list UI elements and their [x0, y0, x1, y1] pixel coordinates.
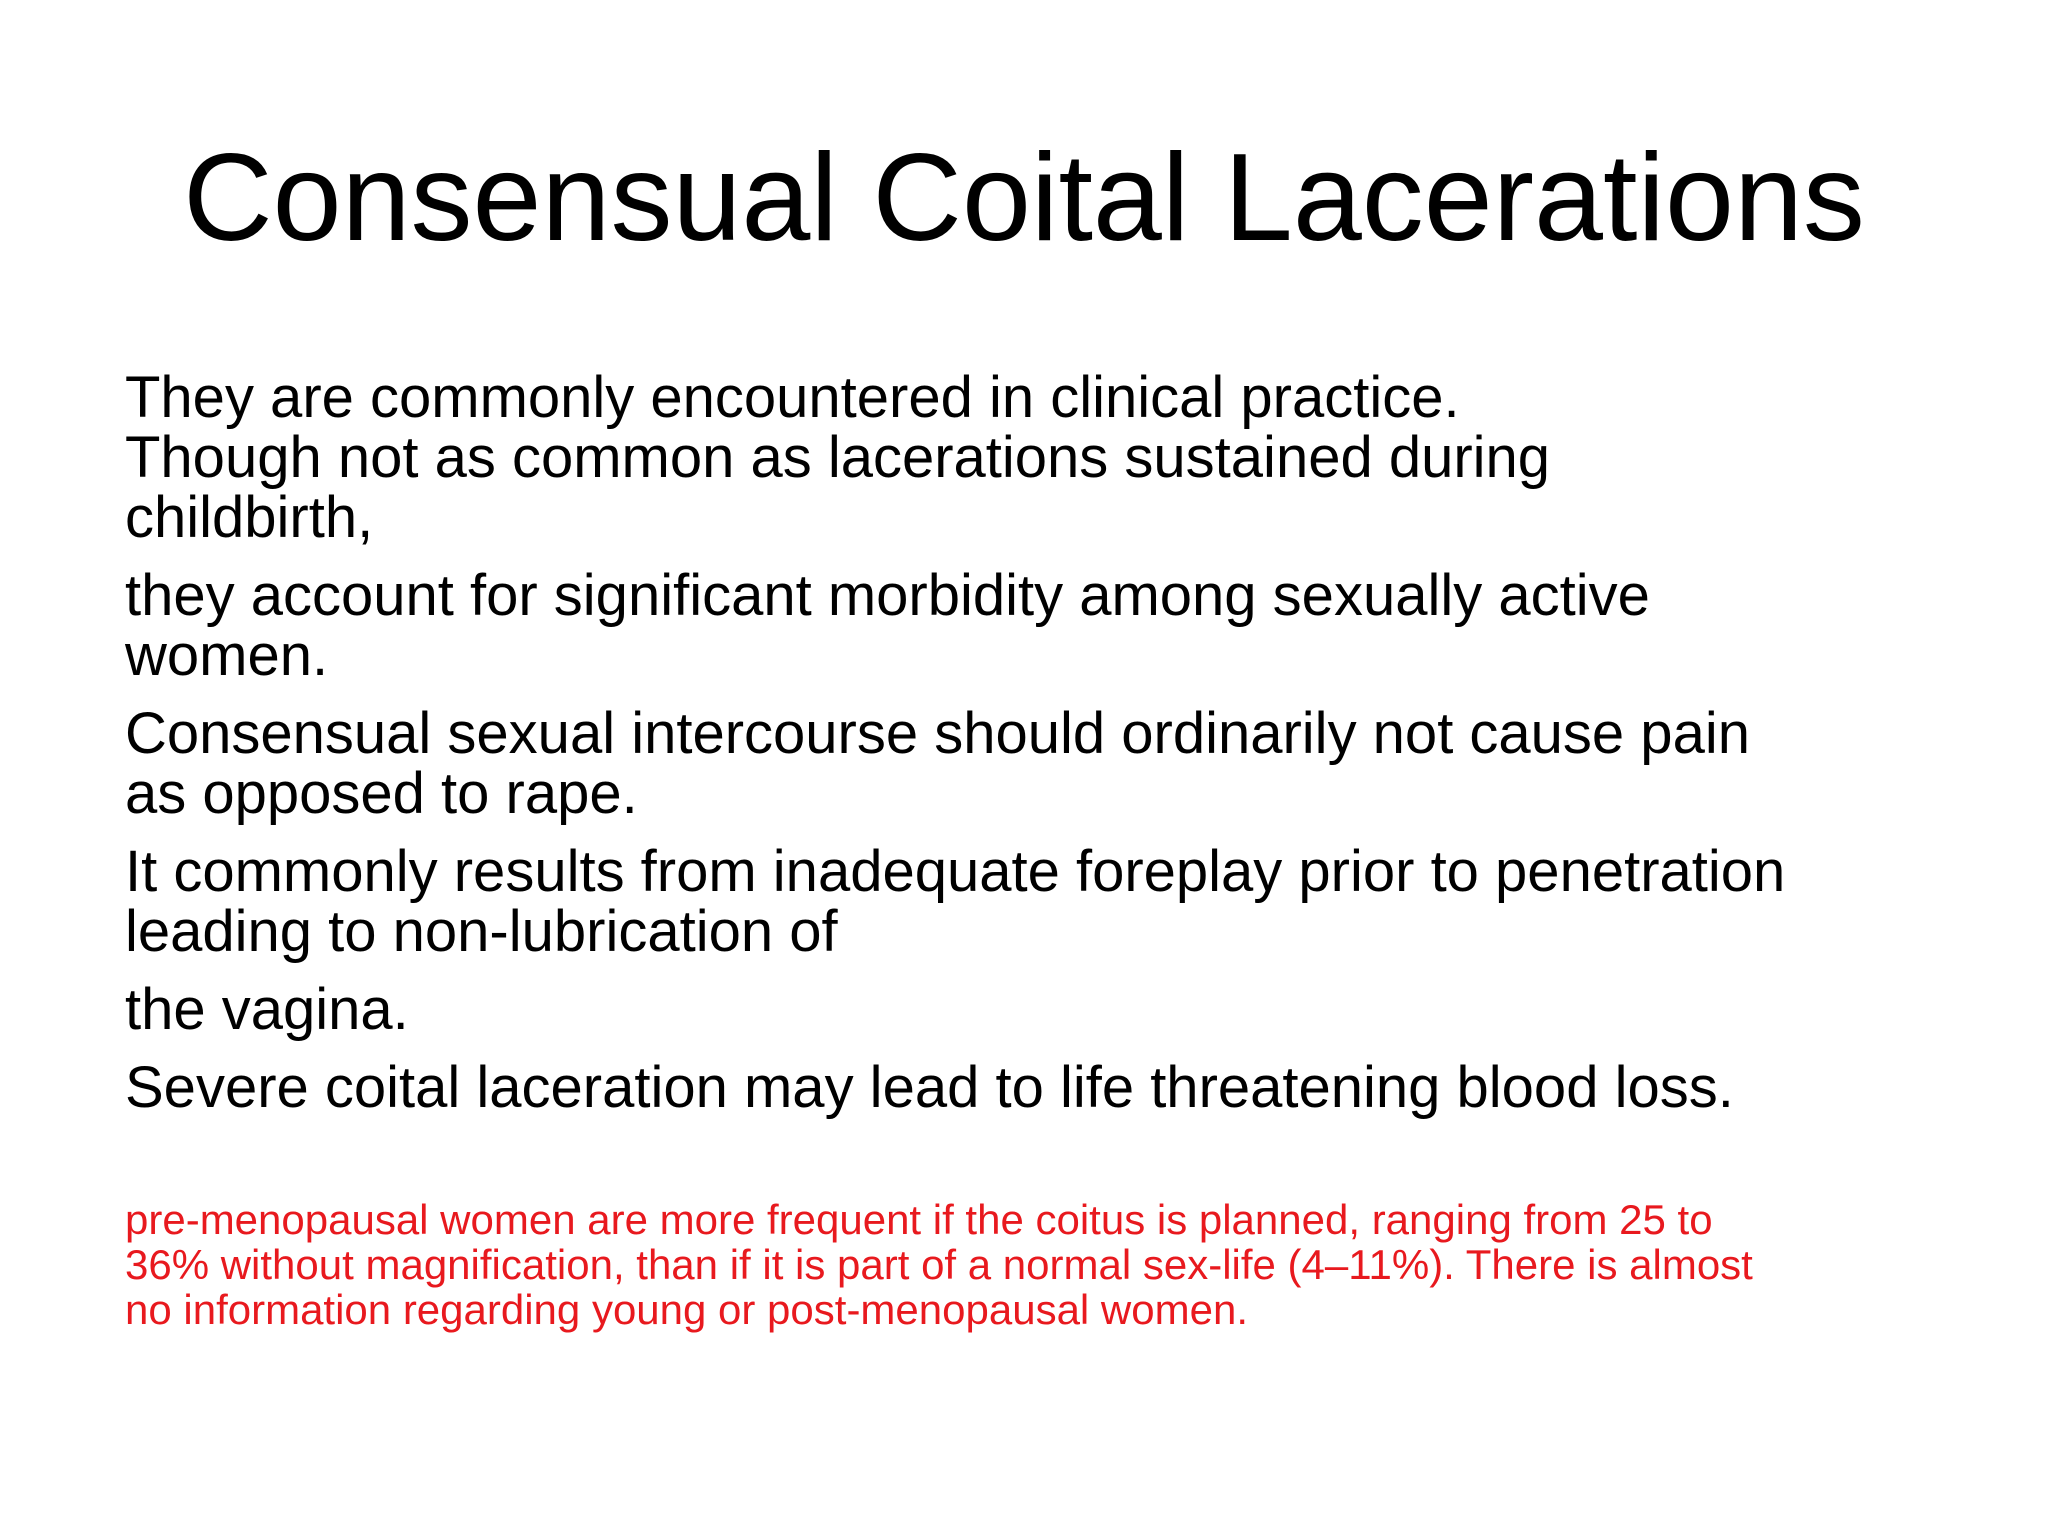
- body-line: leading to non-lubrication of: [125, 899, 838, 964]
- body-line: childbirth,: [125, 485, 374, 550]
- body-line: It commonly results from inadequate foreplay prior to penetration: [125, 839, 1786, 904]
- note-line: pre-menopausal women are more frequent if the coitus is planned, ranging from 25 to: [125, 1196, 1713, 1243]
- red-note: [125, 1197, 1753, 1332]
- body-line: they account for significant morbidity among sexually active: [125, 563, 1650, 628]
- note-line: no information regarding young or post-menopausal women.: [125, 1286, 1248, 1333]
- slide-title: Consensual Coital Lacerations: [183, 129, 1865, 267]
- body-line: They are commonly encountered in clinical practice.: [125, 365, 1460, 430]
- body-line: as opposed to rape.: [125, 761, 638, 826]
- body-line: Though not as common as lacerations sustained during: [125, 425, 1551, 490]
- note-line: 36% without magnification, than if it is part of a normal sex-life (4–11%). There is almost: [125, 1241, 1753, 1288]
- body-line: the vagina.: [125, 977, 409, 1042]
- slide-body: [125, 365, 1985, 1120]
- body-line: women.: [125, 623, 329, 688]
- body-line: Severe coital laceration may lead to life threatening blood loss.: [125, 1055, 1734, 1120]
- body-line: Consensual sexual intercourse should ordinarily not cause pain: [125, 701, 1750, 766]
